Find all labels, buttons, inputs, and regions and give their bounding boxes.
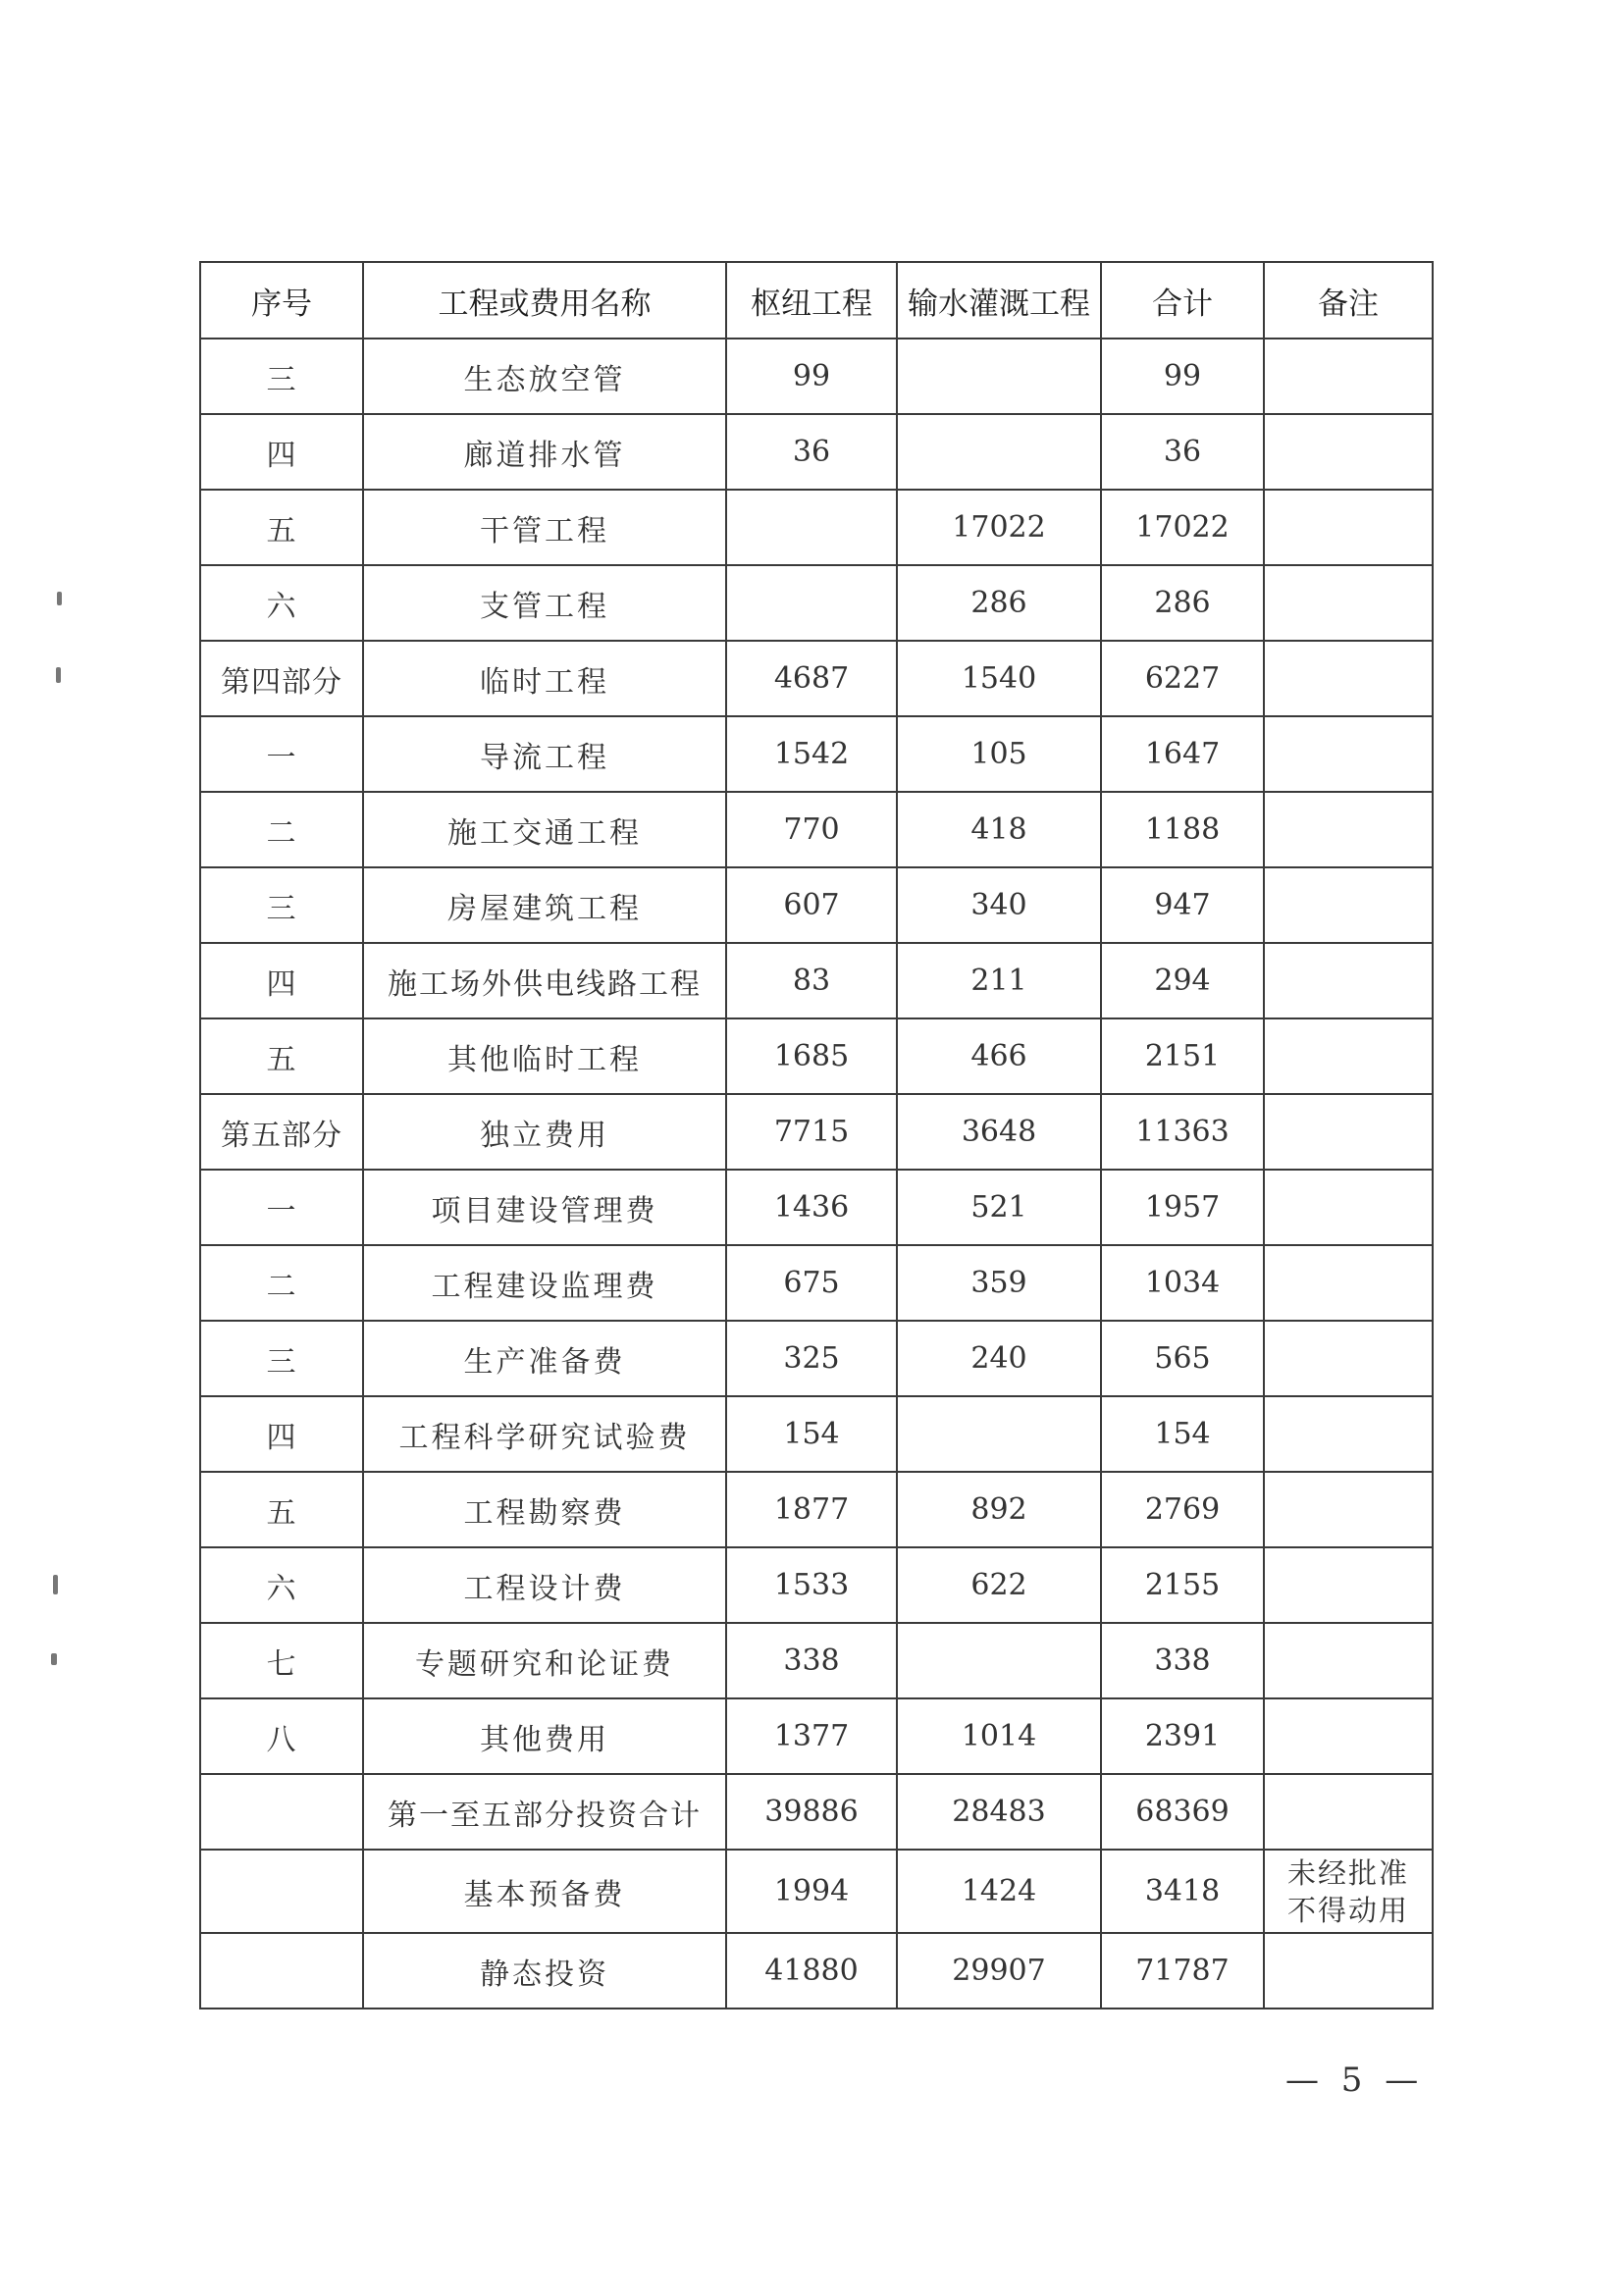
row-hub — [726, 565, 897, 641]
row-hub: 36 — [726, 414, 897, 490]
row-hub: 154 — [726, 1396, 897, 1472]
row-name: 第一至五部分投资合计 — [363, 1774, 726, 1850]
row-name: 生态放空管 — [363, 339, 726, 414]
row-total: 1034 — [1101, 1245, 1264, 1321]
row-index: 四 — [200, 414, 363, 490]
row-note — [1264, 565, 1433, 641]
row-hub: 338 — [726, 1623, 897, 1698]
row-name: 支管工程 — [363, 565, 726, 641]
table-row — [200, 339, 1433, 414]
row-index: 三 — [200, 1321, 363, 1396]
row-name: 干管工程 — [363, 490, 726, 565]
table-row — [200, 716, 1433, 792]
row-total: 1647 — [1101, 716, 1264, 792]
table-header-row — [200, 262, 1433, 339]
row-total: 947 — [1101, 867, 1264, 943]
row-index: 一 — [200, 1170, 363, 1245]
note-line: 未经批准 — [1286, 1855, 1409, 1890]
row-note — [1264, 1094, 1433, 1170]
row-index: 七 — [200, 1623, 363, 1698]
investment-table — [199, 261, 1434, 2009]
row-irrigation: 3648 — [897, 1094, 1101, 1170]
row-hub: 1542 — [726, 716, 897, 792]
row-note — [1264, 339, 1433, 414]
row-irrigation: 211 — [897, 943, 1101, 1018]
row-hub: 1533 — [726, 1547, 897, 1623]
row-index: 三 — [200, 867, 363, 943]
header-irrigation: 输水灌溉工程 — [897, 262, 1101, 339]
row-note — [1264, 1547, 1433, 1623]
row-note — [1264, 1850, 1433, 1933]
row-name: 基本预备费 — [363, 1850, 726, 1933]
row-irrigation — [897, 339, 1101, 414]
row-name: 房屋建筑工程 — [363, 867, 726, 943]
header-hub: 枢纽工程 — [726, 262, 897, 339]
header-note: 备注 — [1264, 262, 1433, 339]
row-note — [1264, 1933, 1433, 2009]
row-hub: 4687 — [726, 641, 897, 716]
table-row — [200, 1018, 1433, 1094]
table-row — [200, 1623, 1433, 1698]
table-row — [200, 1321, 1433, 1396]
row-hub: 1685 — [726, 1018, 897, 1094]
table-row — [200, 1472, 1433, 1547]
row-hub: 1877 — [726, 1472, 897, 1547]
row-irrigation: 1424 — [897, 1850, 1101, 1933]
row-note — [1264, 943, 1433, 1018]
row-total: 338 — [1101, 1623, 1264, 1698]
row-index — [200, 1933, 363, 2009]
row-name: 廊道排水管 — [363, 414, 726, 490]
row-name: 工程勘察费 — [363, 1472, 726, 1547]
row-name: 独立费用 — [363, 1094, 726, 1170]
row-index: 二 — [200, 792, 363, 867]
row-index: 三 — [200, 339, 363, 414]
row-hub: 607 — [726, 867, 897, 943]
row-name: 项目建设管理费 — [363, 1170, 726, 1245]
header-name: 工程或费用名称 — [363, 262, 726, 339]
table-row — [200, 1245, 1433, 1321]
row-note — [1264, 490, 1433, 565]
row-note — [1264, 641, 1433, 716]
row-note — [1264, 867, 1433, 943]
row-irrigation: 521 — [897, 1170, 1101, 1245]
row-name: 专题研究和论证费 — [363, 1623, 726, 1698]
row-note — [1264, 1170, 1433, 1245]
row-index — [200, 1774, 363, 1850]
row-total: 99 — [1101, 339, 1264, 414]
row-hub: 83 — [726, 943, 897, 1018]
row-index: 五 — [200, 490, 363, 565]
row-irrigation: 340 — [897, 867, 1101, 943]
row-irrigation — [897, 1623, 1101, 1698]
row-total: 68369 — [1101, 1774, 1264, 1850]
row-irrigation — [897, 414, 1101, 490]
row-note — [1264, 716, 1433, 792]
row-total: 2155 — [1101, 1547, 1264, 1623]
row-note — [1264, 414, 1433, 490]
table-row — [200, 641, 1433, 716]
row-note — [1264, 1396, 1433, 1472]
row-total: 294 — [1101, 943, 1264, 1018]
row-name: 其他临时工程 — [363, 1018, 726, 1094]
table-row — [200, 1396, 1433, 1472]
note-line: 不得动用 — [1286, 1893, 1409, 1927]
row-note — [1264, 1623, 1433, 1698]
row-note — [1264, 1321, 1433, 1396]
row-total: 1188 — [1101, 792, 1264, 867]
row-name: 导流工程 — [363, 716, 726, 792]
row-name: 施工场外供电线路工程 — [363, 943, 726, 1018]
row-index: 五 — [200, 1018, 363, 1094]
row-total: 154 — [1101, 1396, 1264, 1472]
row-irrigation: 892 — [897, 1472, 1101, 1547]
row-hub — [726, 490, 897, 565]
row-total: 2151 — [1101, 1018, 1264, 1094]
table-row — [200, 1850, 1433, 1933]
row-name: 静态投资 — [363, 1933, 726, 2009]
row-index: 六 — [200, 565, 363, 641]
row-note — [1264, 792, 1433, 867]
row-total: 3418 — [1101, 1850, 1264, 1933]
scan-speck — [57, 592, 62, 605]
scan-speck — [53, 1575, 58, 1594]
row-total: 2391 — [1101, 1698, 1264, 1774]
row-name: 临时工程 — [363, 641, 726, 716]
row-irrigation: 28483 — [897, 1774, 1101, 1850]
row-index: 四 — [200, 943, 363, 1018]
row-index: 二 — [200, 1245, 363, 1321]
table-row — [200, 943, 1433, 1018]
row-irrigation: 17022 — [897, 490, 1101, 565]
row-index: 六 — [200, 1547, 363, 1623]
table-row — [200, 867, 1433, 943]
row-irrigation: 240 — [897, 1321, 1101, 1396]
row-total: 565 — [1101, 1321, 1264, 1396]
row-total: 71787 — [1101, 1933, 1264, 2009]
row-irrigation: 29907 — [897, 1933, 1101, 2009]
scan-speck — [51, 1653, 57, 1665]
row-hub: 1377 — [726, 1698, 897, 1774]
row-irrigation: 466 — [897, 1018, 1101, 1094]
row-hub: 1994 — [726, 1850, 897, 1933]
table-row — [200, 792, 1433, 867]
table-row — [200, 1698, 1433, 1774]
table-row — [200, 1170, 1433, 1245]
row-total: 1957 — [1101, 1170, 1264, 1245]
row-name: 工程科学研究试验费 — [363, 1396, 726, 1472]
row-hub: 325 — [726, 1321, 897, 1396]
row-note — [1264, 1698, 1433, 1774]
row-index: 五 — [200, 1472, 363, 1547]
row-hub: 7715 — [726, 1094, 897, 1170]
row-name: 工程设计费 — [363, 1547, 726, 1623]
row-index: 一 — [200, 716, 363, 792]
row-index — [200, 1850, 363, 1933]
row-hub: 770 — [726, 792, 897, 867]
table-row — [200, 1094, 1433, 1170]
row-irrigation: 1014 — [897, 1698, 1101, 1774]
row-irrigation: 418 — [897, 792, 1101, 867]
row-hub: 1436 — [726, 1170, 897, 1245]
row-index: 第四部分 — [200, 641, 363, 716]
row-total: 2769 — [1101, 1472, 1264, 1547]
row-total: 36 — [1101, 414, 1264, 490]
table-row — [200, 1933, 1433, 2009]
row-hub: 99 — [726, 339, 897, 414]
row-note — [1264, 1018, 1433, 1094]
row-index: 八 — [200, 1698, 363, 1774]
row-total: 6227 — [1101, 641, 1264, 716]
row-name: 施工交通工程 — [363, 792, 726, 867]
row-total: 11363 — [1101, 1094, 1264, 1170]
table-row — [200, 1774, 1433, 1850]
row-name: 其他费用 — [363, 1698, 726, 1774]
row-hub: 39886 — [726, 1774, 897, 1850]
table-row — [200, 490, 1433, 565]
row-hub: 41880 — [726, 1933, 897, 2009]
row-irrigation: 359 — [897, 1245, 1101, 1321]
row-hub: 675 — [726, 1245, 897, 1321]
row-total: 286 — [1101, 565, 1264, 641]
row-irrigation: 622 — [897, 1547, 1101, 1623]
row-note — [1264, 1774, 1433, 1850]
row-irrigation: 105 — [897, 716, 1101, 792]
table-row — [200, 414, 1433, 490]
table-row — [200, 565, 1433, 641]
scan-speck — [56, 667, 61, 683]
row-index: 第五部分 — [200, 1094, 363, 1170]
row-note — [1264, 1472, 1433, 1547]
row-irrigation — [897, 1396, 1101, 1472]
row-index: 四 — [200, 1396, 363, 1472]
page-number: — 5 — — [1285, 2061, 1425, 2100]
header-index: 序号 — [200, 262, 363, 339]
row-name: 工程建设监理费 — [363, 1245, 726, 1321]
table-row — [200, 1547, 1433, 1623]
row-note — [1264, 1245, 1433, 1321]
row-irrigation: 286 — [897, 565, 1101, 641]
row-irrigation: 1540 — [897, 641, 1101, 716]
row-total: 17022 — [1101, 490, 1264, 565]
header-total: 合计 — [1101, 262, 1264, 339]
row-name: 生产准备费 — [363, 1321, 726, 1396]
